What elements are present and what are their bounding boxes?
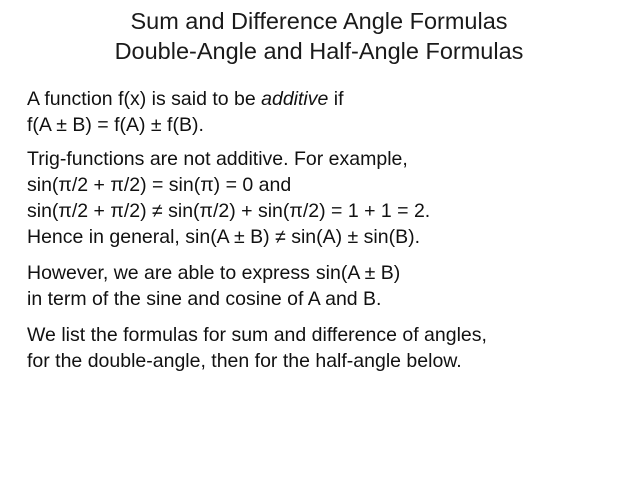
paragraph-express: [27, 260, 627, 312]
paragraph-formula-list: [27, 322, 627, 374]
text-line: [27, 86, 627, 112]
text-line: Hence in general, sin(A ± B) ≠ sin(A) ± sin(B).: [27, 226, 420, 248]
text-run: However, we are able to express: [27, 262, 310, 284]
formula-line: sin(π/2 + π/2) = sin(π) = 0 and: [27, 174, 292, 196]
text-line: Trig-functions are not additive. For example,: [27, 148, 408, 170]
paragraph-additive-definition: [27, 86, 627, 138]
paragraph-not-additive: [27, 146, 627, 250]
title-line-2: Double-Angle and Half-Angle Formulas: [114, 38, 524, 64]
text-line: We list the formulas for sum and difference of angles,: [27, 324, 487, 346]
formula-run: sin(A ± B): [315, 262, 401, 284]
text-line: for the double-angle, then for the half-angle below.: [27, 350, 462, 372]
text-line: [27, 260, 627, 286]
text-run: if: [328, 88, 344, 110]
title-line-1: Sum and Difference Angle Formulas: [130, 8, 508, 34]
text-run: A function f(x) is said to be: [27, 88, 262, 110]
slide-body: [27, 86, 627, 382]
formula-line: f(A ± B) = f(A) ± f(B).: [27, 114, 204, 136]
slide-title: [0, 6, 638, 66]
text-line: in term of the sine and cosine of A and B.: [27, 288, 382, 310]
italic-term: additive: [261, 88, 329, 110]
formula-line: sin(π/2 + π/2) ≠ sin(π/2) + sin(π/2) = 1 + 1 = 2.: [27, 200, 431, 222]
